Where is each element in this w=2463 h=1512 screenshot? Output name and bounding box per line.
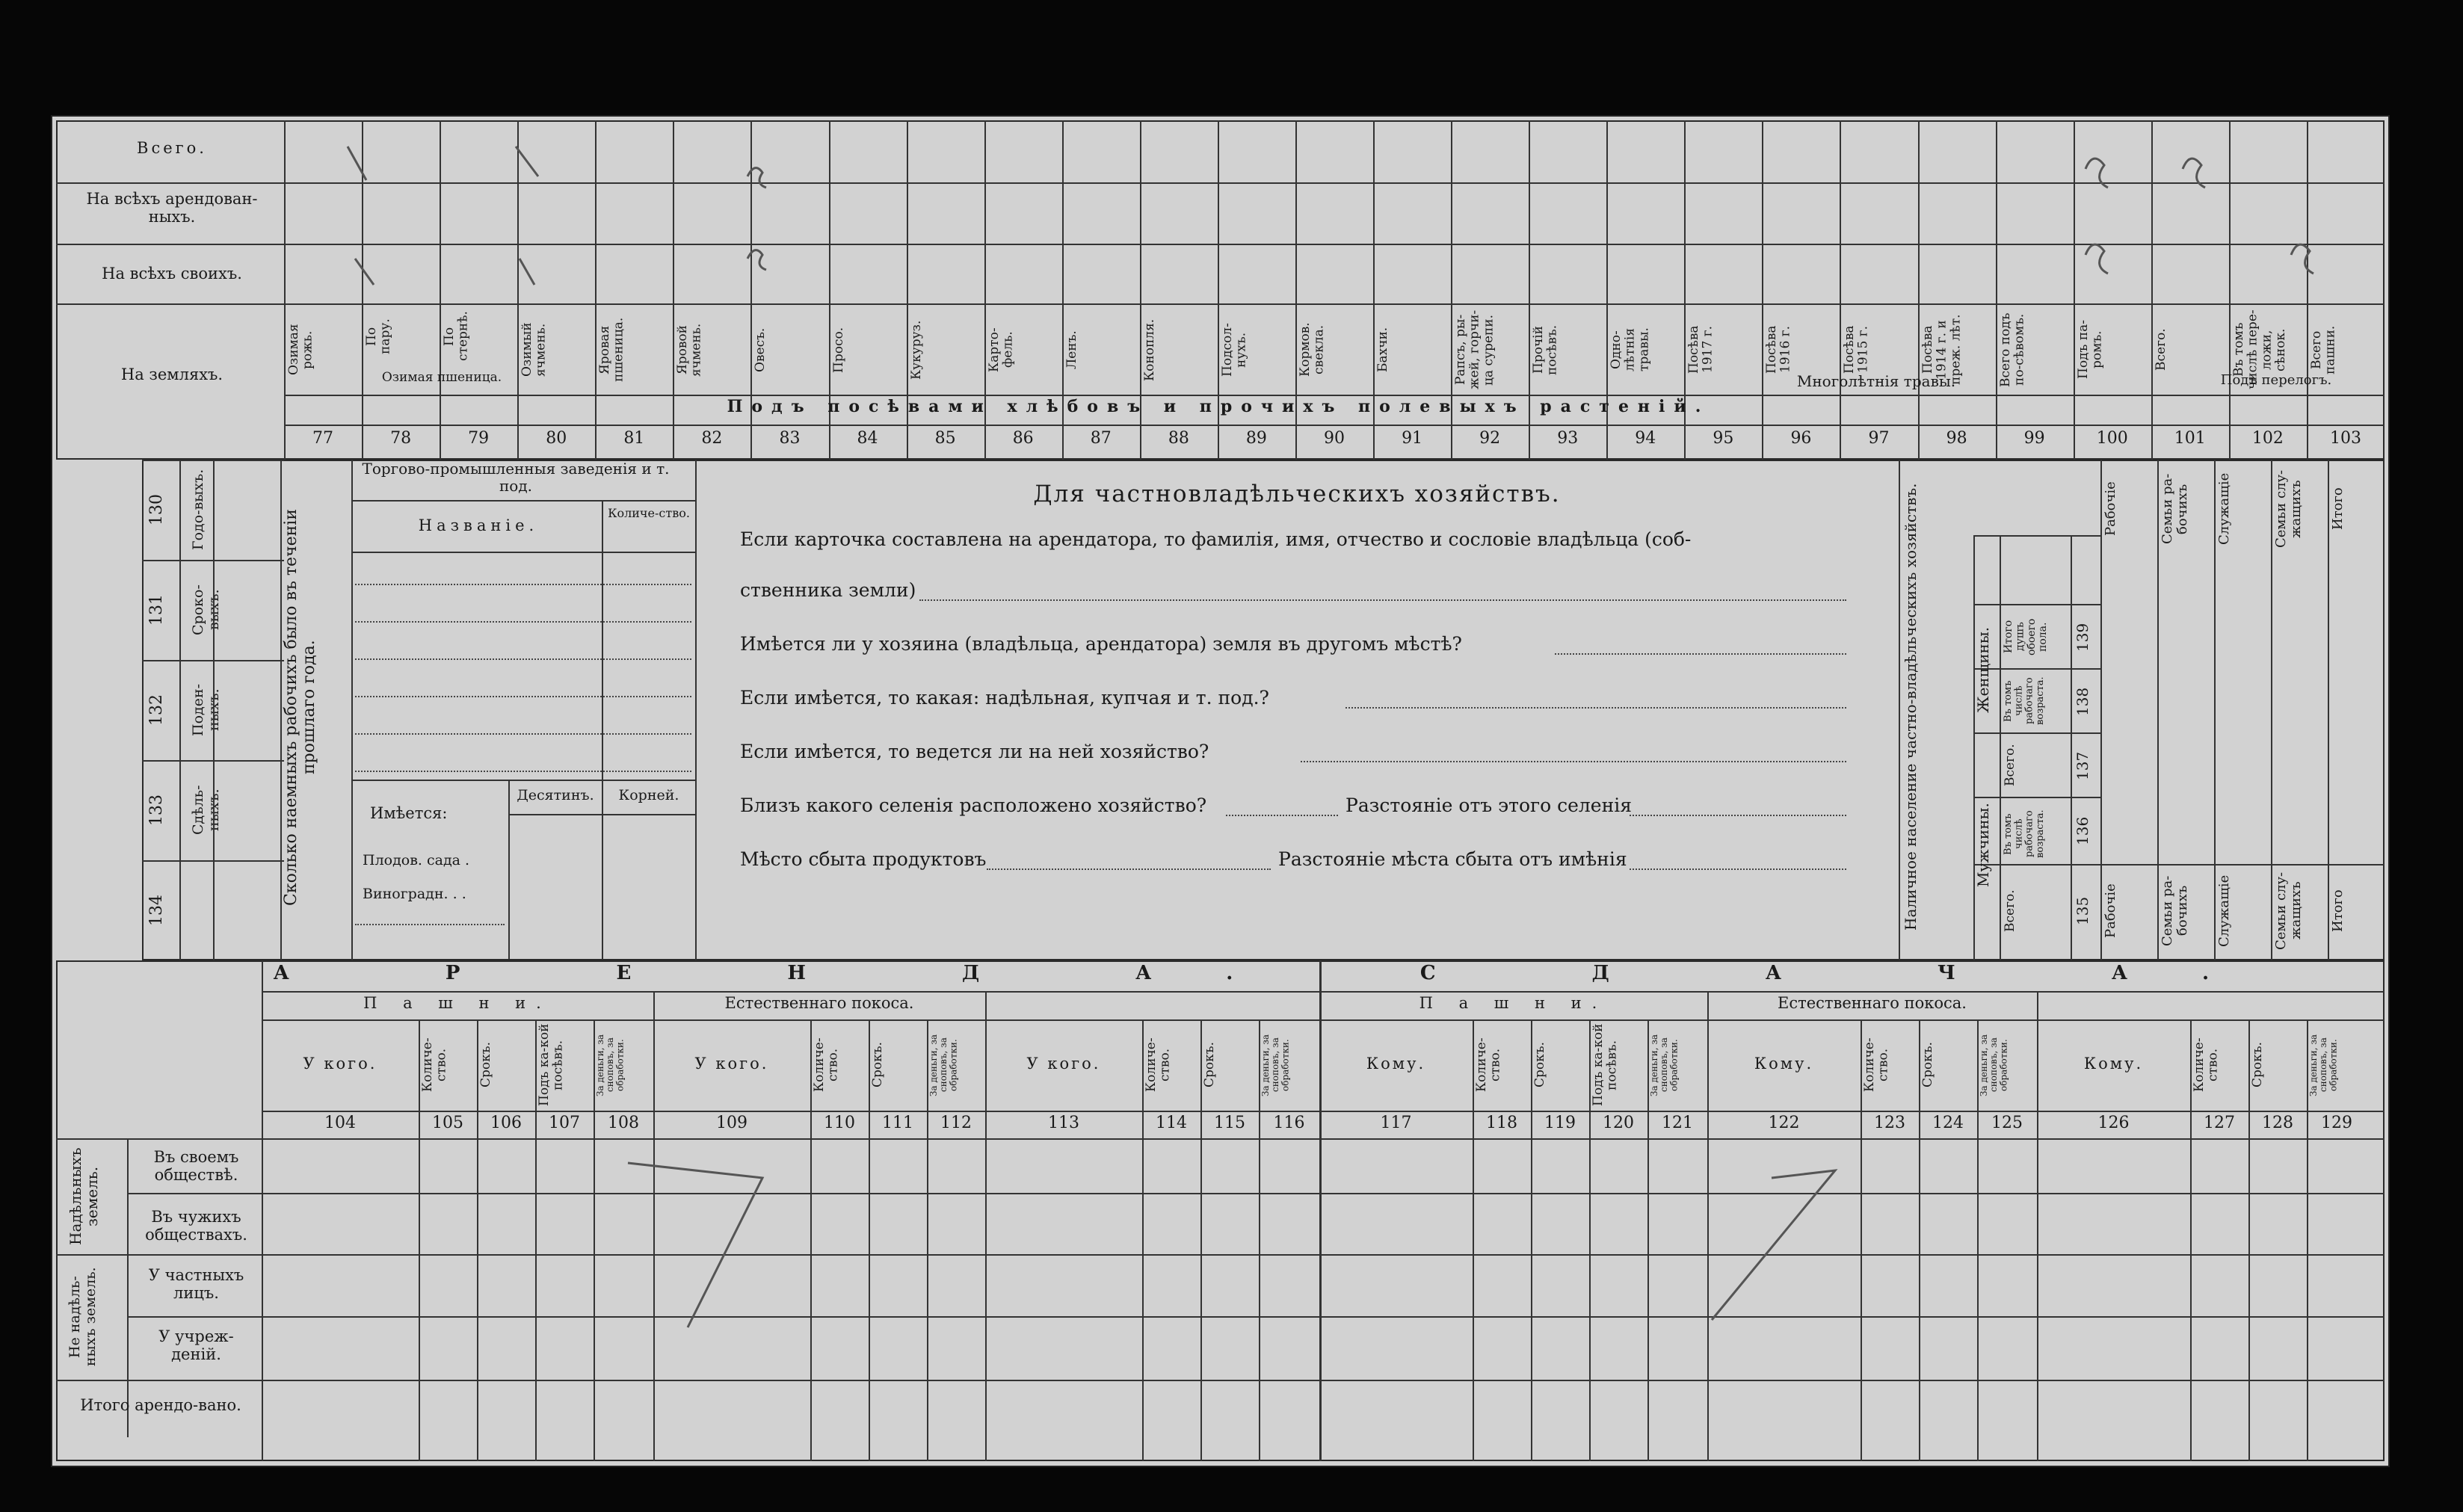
col-num-90: 90 [1323, 429, 1345, 448]
orchard-label: Плодов. сада . [363, 852, 470, 868]
col-num-77: 77 [312, 429, 334, 448]
private-line-7b: Разстояніе мѣста сбыта отъ имѣнія [1278, 848, 1627, 870]
worker-num-130: 130 [147, 494, 166, 525]
crop-col-98: Посѣва 1914 г. и преж. лѣт. [1920, 314, 1963, 386]
col-num-96: 96 [1790, 429, 1812, 448]
col-num-97: 97 [1868, 429, 1890, 448]
worker-num-133: 133 [147, 794, 166, 826]
population-title: Наличное население частно-владѣльческихъ хозяйствъ. [1902, 483, 1920, 931]
staff-col-bottom-3: Семьи слу-жащихъ [2273, 871, 2304, 950]
col-num-81: 81 [623, 429, 645, 448]
col-num-100: 100 [2096, 429, 2128, 448]
private-line-6: Близъ какого селенія расположено хозяйство? [740, 794, 1207, 816]
women-label: Женщины. [1974, 626, 1992, 713]
worker-num-134: 134 [147, 895, 166, 926]
korney-header: Корней. [618, 787, 679, 803]
crop-col-92: Рапсъ, ры-жей, горчи-ца сурепи. [1453, 309, 1496, 390]
lease-num-120: 120 [1603, 1114, 1634, 1132]
crop-col-84: Просо. [830, 327, 846, 373]
lease-num-119: 119 [1544, 1114, 1576, 1132]
crop-col-103: Всего пашни. [2308, 325, 2338, 374]
pop-num-135: 135 [2074, 896, 2091, 925]
crop-col-90: Кормов. свекла. [1297, 322, 1327, 377]
col-num-102: 102 [2251, 429, 2284, 448]
lease-head-20: Срокъ. [1920, 1042, 1935, 1088]
staff-col-top-2: Служащіе [2216, 472, 2232, 546]
vineyard-label: Виноградн. . . [363, 886, 466, 902]
staff-col-top-4: Итого [2330, 487, 2346, 531]
lease-head-1: Количе-ство. [420, 1037, 449, 1093]
staff-col-top-3: Семьи слу-жащихъ [2273, 469, 2304, 549]
lease-num-114: 114 [1156, 1114, 1187, 1132]
lease-head-3: Подъ ка-кой посѣвъ. [537, 1023, 566, 1107]
col-num-88: 88 [1168, 429, 1189, 448]
staff-col-top-0: Рабочіе [2103, 481, 2118, 537]
lease-num-129: 129 [2321, 1114, 2352, 1132]
arenda-pashni: П а ш н и. [363, 994, 552, 1012]
col-num-89: 89 [1245, 429, 1267, 448]
lease-head-24: Срокъ. [2250, 1042, 2265, 1088]
arenda-pokos: Естественнаго покоса. [724, 994, 914, 1012]
private-line-4: Если имѣется, то какая: надѣльная, купчая и т. под.? [740, 687, 1269, 709]
private-line-6b: Разстояніе отъ этого селенія [1345, 794, 1633, 816]
worker-type-1: Сроко-выхъ. [190, 584, 222, 635]
staff-col-bottom-1: Семьи ра-бочихъ [2160, 875, 2190, 946]
lease-num-124: 124 [1932, 1114, 1964, 1132]
row-institutions: У учреж-деній. [158, 1327, 234, 1364]
lease-head-16: Подъ ка-кой посѣвъ. [1591, 1023, 1620, 1107]
crop-col-83: Овесъ. [753, 327, 768, 372]
fallow-label: Подъ перелогъ. [2220, 372, 2332, 388]
lease-num-109: 109 [716, 1114, 747, 1132]
crop-col-87: Ленъ. [1064, 330, 1079, 369]
lease-head-11: Срокъ. [1202, 1042, 1217, 1088]
lease-num-126: 126 [2097, 1114, 2130, 1132]
crop-col-77: Озимая рожь. [286, 324, 315, 376]
crop-col-88: Конопля. [1141, 318, 1157, 381]
crop-col-99: Всего подъ по-сѣвомъ. [1997, 312, 2027, 387]
lease-head-10: Количе-ство. [1144, 1037, 1173, 1093]
total-souls: Итого душъ обоего пола. [2003, 618, 2050, 655]
sdacha-pashni: П а ш н и. [1419, 994, 1608, 1012]
worker-num-131: 131 [147, 594, 166, 626]
staff-col-top-1: Семьи ра-бочихъ [2160, 473, 2190, 545]
crop-col-85: Кукуруз. [908, 320, 924, 380]
desyatin-header: Десятинъ. [517, 787, 594, 803]
lease-head-25: За деньги, за сноповъ, за обработки. [2308, 1034, 2339, 1096]
col-num-94: 94 [1635, 429, 1656, 448]
col-num-83: 83 [779, 429, 801, 448]
crop-col-97: Посѣва 1915 г. [1842, 325, 1872, 374]
sdacha-header: С Д А Ч А. [1419, 962, 2284, 984]
crop-col-79: По стернѣ. [442, 311, 471, 362]
lease-head-13: Кому. [1366, 1055, 1426, 1073]
lease-head-14: Количе-ство. [1474, 1037, 1503, 1093]
crop-col-95: Посѣва 1917 г. [1686, 325, 1716, 374]
lease-num-117: 117 [1380, 1114, 1412, 1132]
lease-num-121: 121 [1662, 1114, 1693, 1132]
lease-head-8: За деньги, за сноповъ, за обработки. [928, 1034, 959, 1096]
lease-num-118: 118 [1486, 1114, 1517, 1132]
trade-qty-header: Количе-ство. [608, 506, 690, 520]
women-total: Всего. [2003, 744, 2017, 787]
row-label-total: Всего. [137, 139, 207, 157]
lease-head-21: За деньги, за сноповъ, за обработки. [1979, 1034, 2009, 1096]
lease-head-12: За деньги, за сноповъ, за обработки. [1260, 1034, 1291, 1096]
private-line-2: ственника земли) [740, 579, 916, 601]
private-title: Для частновладѣльческихъ хозяйствъ. [1033, 481, 1561, 507]
col-num-82: 82 [701, 429, 723, 448]
winter-wheat-label: Озимая пшеница. [381, 370, 502, 385]
crop-col-89: Подсол-нухъ. [1219, 323, 1249, 377]
lease-num-104: 104 [324, 1114, 356, 1132]
staff-col-bottom-2: Служащіе [2216, 874, 2232, 947]
lease-head-9: У кого. [1026, 1055, 1101, 1073]
women-working: Въ томъ числѣ рабочаго возраста. [2003, 676, 2046, 726]
crop-col-78: По пару. [364, 318, 393, 354]
staff-col-bottom-4: Итого [2330, 889, 2346, 932]
crop-col-93: Прочій посѣвъ. [1531, 324, 1560, 375]
worker-type-2: Поден-ныхъ. [190, 683, 222, 737]
row-other-society: Въ чужихъ обществахъ. [145, 1208, 247, 1244]
lease-num-113: 113 [1048, 1114, 1079, 1132]
crop-col-102: Въ томъ числѣ пере-ложи, сѣнок. [2231, 309, 2288, 390]
private-line-1: Если карточка составлена на арендатора, то фамилія, имя, отчество и сословіе владѣльца (соб- [740, 528, 1692, 550]
sdacha-pokos: Естественнаго покоса. [1778, 994, 1967, 1012]
lease-head-5: У кого. [694, 1055, 769, 1073]
census-card [52, 117, 2388, 1466]
crop-col-80: Озимый ячмень. [520, 322, 549, 377]
lease-num-123: 123 [1874, 1114, 1905, 1132]
crop-col-96: Посѣва 1916 г. [1764, 325, 1794, 374]
lease-num-125: 125 [1991, 1114, 2023, 1132]
col-num-99: 99 [2023, 429, 2045, 448]
arenda-header: А Р Е Н Д А. [273, 962, 1308, 984]
perennial-grasses-label: Многолѣтнія травы. [1796, 372, 1956, 390]
lease-head-15: Срокъ. [1532, 1042, 1547, 1088]
pop-num-139: 139 [2074, 623, 2091, 652]
lease-head-2: Срокъ. [478, 1042, 493, 1088]
handwriting-marks [52, 117, 2388, 1466]
lease-num-105: 105 [432, 1114, 463, 1132]
col-num-86: 86 [1012, 429, 1034, 448]
men-working: Въ томъ числѣ рабочаго возраста. [2003, 809, 2046, 859]
crop-col-94: Одно-лѣтнія травы. [1609, 327, 1652, 372]
lease-num-122: 122 [1768, 1114, 1800, 1132]
lease-head-17: За деньги, за сноповъ, за обработки. [1649, 1034, 1680, 1096]
lease-head-19: Количе-ство. [1862, 1037, 1891, 1093]
col-num-101: 101 [2174, 429, 2206, 448]
lease-head-6: Количе-ство. [812, 1037, 841, 1093]
col-num-103: 103 [2329, 429, 2361, 448]
hired-question: Сколько наемныхъ рабочихъ было въ теченіи прошлаго года. [282, 508, 319, 906]
trade-name-header: Названіе. [418, 516, 539, 534]
row-private: У частныхъ лицъ. [148, 1266, 244, 1303]
trade-title: Торгово-промышленныя заведенія и т. под. [362, 460, 670, 495]
lease-head-4: За деньги, за сноповъ, за обработки. [595, 1034, 626, 1096]
private-line-5: Если имѣется, то ведется ли на ней хозяйство? [740, 741, 1209, 762]
lease-num-112: 112 [940, 1114, 972, 1132]
lease-num-116: 116 [1273, 1114, 1305, 1132]
col-num-91: 91 [1402, 429, 1423, 448]
row-total-leased: Итого арендо-вано. [80, 1396, 241, 1414]
row-label-lands: На земляхъ. [120, 365, 224, 383]
nadel-label: Надѣльныхъ земель. [67, 1147, 101, 1245]
worker-num-132: 132 [147, 694, 166, 726]
col-num-93: 93 [1557, 429, 1579, 448]
row-label-leased: На всѣхъ арендован-ныхъ. [86, 190, 258, 226]
lease-num-108: 108 [608, 1114, 639, 1132]
lease-head-7: Срокъ. [870, 1042, 885, 1088]
col-num-80: 80 [546, 429, 567, 448]
lease-num-107: 107 [549, 1114, 580, 1132]
lease-num-115: 115 [1214, 1114, 1245, 1132]
crop-col-82: Яровой ячмень. [675, 323, 705, 377]
row-own-society: Въ своемъ обществѣ. [153, 1148, 239, 1185]
ne-nadel-label: Не надѣль-ныхъ земель. [67, 1267, 99, 1367]
men-label: Мужчины. [1974, 803, 1992, 888]
lease-head-23: Количе-ство. [2192, 1037, 2221, 1093]
lease-head-0: У кого. [303, 1055, 377, 1073]
crop-col-91: Бахчи. [1375, 327, 1391, 373]
col-num-78: 78 [390, 429, 412, 448]
worker-type-3: Сдѣль-ныхъ. [190, 785, 222, 836]
pop-num-138: 138 [2074, 687, 2091, 717]
lease-num-128: 128 [2262, 1114, 2293, 1132]
col-num-95: 95 [1713, 429, 1734, 448]
private-line-7: Мѣсто сбыта продуктовъ [740, 848, 987, 870]
lease-num-110: 110 [824, 1114, 855, 1132]
col-num-85: 85 [934, 429, 956, 448]
imeetsya-label: Имѣется: [370, 804, 448, 822]
crop-col-86: Карто-фель. [986, 327, 1016, 372]
crop-col-101: Всего. [2153, 328, 2168, 371]
staff-col-bottom-0: Рабочіе [2103, 883, 2118, 938]
col-num-92: 92 [1479, 429, 1501, 448]
col-num-98: 98 [1946, 429, 1967, 448]
lease-num-106: 106 [490, 1114, 522, 1132]
col-num-79: 79 [468, 429, 490, 448]
col-num-87: 87 [1090, 429, 1112, 448]
section-banner: Подъ посѣвами хлѣбовъ и прочихъ полевыхъ растеній. [727, 397, 1710, 416]
crop-col-81: Яровая пшеница. [597, 317, 626, 383]
private-line-3: Имѣется ли у хозяина (владѣльца, арендатора) земля въ другомъ мѣстѣ? [740, 633, 1462, 655]
pop-num-136: 136 [2074, 816, 2091, 846]
row-label-own: На всѣхъ своихъ. [102, 265, 242, 283]
lease-num-127: 127 [2204, 1114, 2235, 1132]
crop-col-100: Подъ па-ромъ. [2075, 320, 2105, 380]
men-total: Всего. [2003, 889, 2017, 932]
worker-type-0: Годо-выхъ. [190, 469, 206, 551]
pop-num-137: 137 [2074, 751, 2091, 781]
lease-head-18: Кому. [1754, 1055, 1814, 1073]
lease-num-111: 111 [882, 1114, 913, 1132]
lease-head-22: Кому. [2083, 1055, 2144, 1073]
col-num-84: 84 [857, 429, 878, 448]
